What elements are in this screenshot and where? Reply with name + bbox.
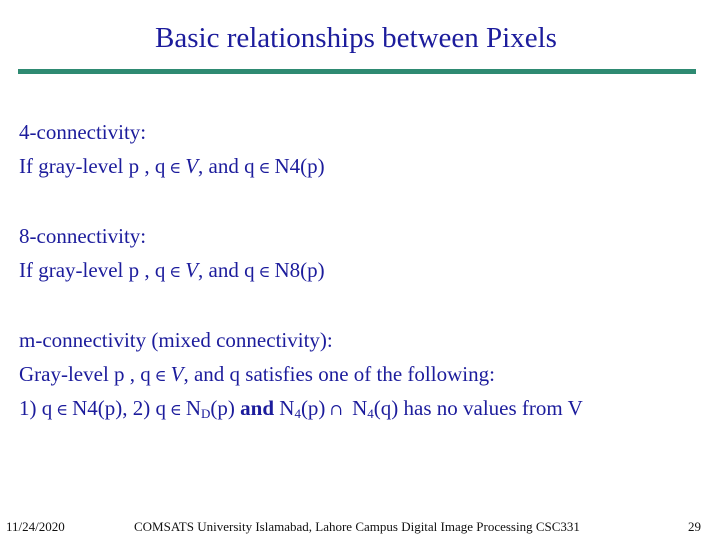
footer-course-info: COMSATS University Islamabad, Lahore Campus Digital Image Processing CSC331 (134, 519, 580, 534)
slide-title: Basic relationships between Pixels (155, 22, 557, 54)
element-of-symbol: ∈ (169, 262, 182, 281)
subscript-4: 4 (367, 406, 374, 421)
element-of-symbol: ∈ (170, 400, 182, 419)
element-of-symbol: ∈ (169, 158, 182, 177)
set-v: V (185, 258, 199, 282)
eight-connectivity-block (19, 219, 325, 287)
line-prefix: If gray-level p , q (19, 258, 166, 282)
intersection-symbol: ∩ (329, 400, 343, 419)
condition-one-prefix: 1) q (19, 396, 53, 420)
element-of-symbol: ∈ (56, 400, 69, 419)
title-divider (18, 69, 696, 74)
m-connectivity-block (19, 323, 583, 425)
condition-tail: (q) has no values from V (373, 396, 583, 420)
and-keyword: and (240, 396, 275, 420)
element-of-symbol: ∈ (154, 366, 167, 385)
four-connectivity-block (19, 115, 325, 183)
line-mid: , and q (198, 154, 255, 178)
block-condition-line (19, 357, 583, 391)
block-heading: 4-connectivity: (19, 120, 147, 144)
subscript-4: 4 (294, 406, 301, 421)
element-of-symbol: ∈ (258, 158, 271, 177)
point-p: (p) (300, 396, 326, 420)
point-p: (p) (210, 396, 241, 420)
n4-term: N (274, 396, 295, 420)
block-condition-line (19, 253, 325, 287)
line-prefix: If gray-level p , q (19, 154, 166, 178)
subscript-d: D (201, 406, 211, 421)
n4-term: N (346, 396, 368, 420)
footer-date: 11/24/2020 (6, 519, 65, 534)
block-heading: m-connectivity (mixed connectivity): (19, 328, 333, 352)
diagonal-neighborhood: N (185, 396, 202, 420)
neighborhood-term: N4(p) (274, 154, 325, 178)
set-v: V (185, 154, 199, 178)
slide-number: 29 (688, 519, 701, 534)
block-condition-line (19, 149, 325, 183)
line-prefix: Gray-level p , q (19, 362, 151, 386)
set-v: V (170, 362, 184, 386)
element-of-symbol: ∈ (258, 262, 271, 281)
block-heading: 8-connectivity: (19, 224, 147, 248)
line-mid: , and q (198, 258, 255, 282)
m-conditions-line (19, 391, 583, 425)
condition-one-body: N4(p), 2) q (72, 396, 166, 420)
line-mid: , and q satisfies one of the following: (183, 362, 495, 386)
neighborhood-term: N8(p) (274, 258, 325, 282)
